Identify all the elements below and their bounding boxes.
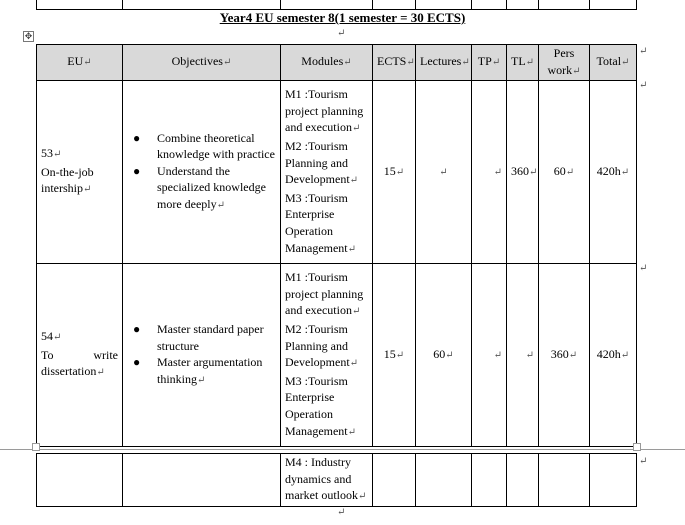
row-end-mark: ↵: [639, 263, 648, 274]
objective-item: ● Combine theoretical knowledge with practice: [157, 130, 276, 163]
eu-number: 53: [41, 146, 53, 161]
table-resize-corner[interactable]: [32, 443, 40, 451]
continued-table: [36, 453, 637, 507]
module-item: M1 :Tourism project planning and execution↵: [285, 87, 364, 135]
total-value: 420h↵: [590, 264, 637, 447]
tl-value: 360↵: [507, 81, 539, 264]
objectives-cell: [123, 81, 281, 264]
header-pers-work: Pers work↵: [539, 45, 590, 81]
semester-title: Year4 EU semester 8(1 semester = 30 ECTS): [219, 10, 466, 25]
row-end-mark: ↵: [639, 456, 648, 467]
module-item: M1 :Tourism project planning and execution↵: [285, 270, 364, 318]
eu-cell: 54↵ To write dissertation↵: [37, 264, 123, 447]
table-header-row: [37, 45, 637, 81]
module-item: M4 : Industry dynamics and market outlook↵: [285, 455, 367, 503]
pers-work-value: 60↵: [539, 81, 590, 264]
modules-cell: [281, 264, 373, 447]
objectives-cell: [123, 264, 281, 447]
table-row-53: [37, 81, 637, 264]
eu-number: 54: [41, 329, 53, 344]
eu-name: To write: [41, 347, 118, 362]
header-eu: EU↵: [37, 45, 123, 81]
tl-value: ↵: [507, 264, 539, 447]
header-tl: TL↵: [507, 45, 539, 81]
lectures-value: ↵: [416, 81, 472, 264]
module-item: M3 :Tourism Enterprise Operation Management↵: [285, 373, 357, 438]
curriculum-table: [36, 44, 637, 447]
modules-cell: [281, 454, 373, 507]
lectures-value: 60↵: [416, 264, 472, 447]
modules-cell: [281, 81, 373, 264]
header-total: Total↵: [590, 45, 637, 81]
previous-table-fragment: [36, 0, 637, 10]
table-row-54: [37, 264, 637, 447]
header-ects: ECTS↵: [373, 45, 416, 81]
eu-name: On-the-job intership: [41, 164, 94, 196]
tp-value: ↵: [472, 81, 507, 264]
paragraph-mark: ↵: [337, 507, 346, 518]
header-modules: Modules↵: [281, 45, 373, 81]
header-lectures: Lectures↵: [416, 45, 472, 81]
total-value: 420h↵: [590, 81, 637, 264]
paragraph-mark: ↵: [337, 28, 346, 39]
row-end-mark: ↵: [639, 80, 648, 91]
pers-work-value: 360↵: [539, 264, 590, 447]
objective-item: ● Master argumentation thinking↵: [157, 354, 276, 389]
table-move-handle-icon[interactable]: ✥: [24, 31, 33, 41]
module-item: M3 :Tourism Enterprise Operation Management↵: [285, 190, 357, 255]
page-break-line: [0, 449, 685, 450]
tp-value: ↵: [472, 264, 507, 447]
header-tp: TP↵: [472, 45, 507, 81]
objective-item: ● Master standard paper structure: [157, 321, 276, 354]
row-end-mark: ↵: [639, 46, 648, 57]
module-item: M2 :Tourism Planning and Development↵: [285, 139, 359, 187]
objective-item: ● Understand the specialized knowledge more deeply↵: [157, 163, 276, 215]
header-objectives: Objectives↵: [123, 45, 281, 81]
ects-value: 15↵: [373, 264, 416, 447]
module-item: M2 :Tourism Planning and Development↵: [285, 322, 359, 370]
table-resize-corner[interactable]: [633, 443, 641, 451]
ects-value: 15↵: [373, 81, 416, 264]
eu-cell: 53↵ On-the-job intership↵: [37, 81, 123, 264]
table-row-continued: [37, 454, 637, 507]
